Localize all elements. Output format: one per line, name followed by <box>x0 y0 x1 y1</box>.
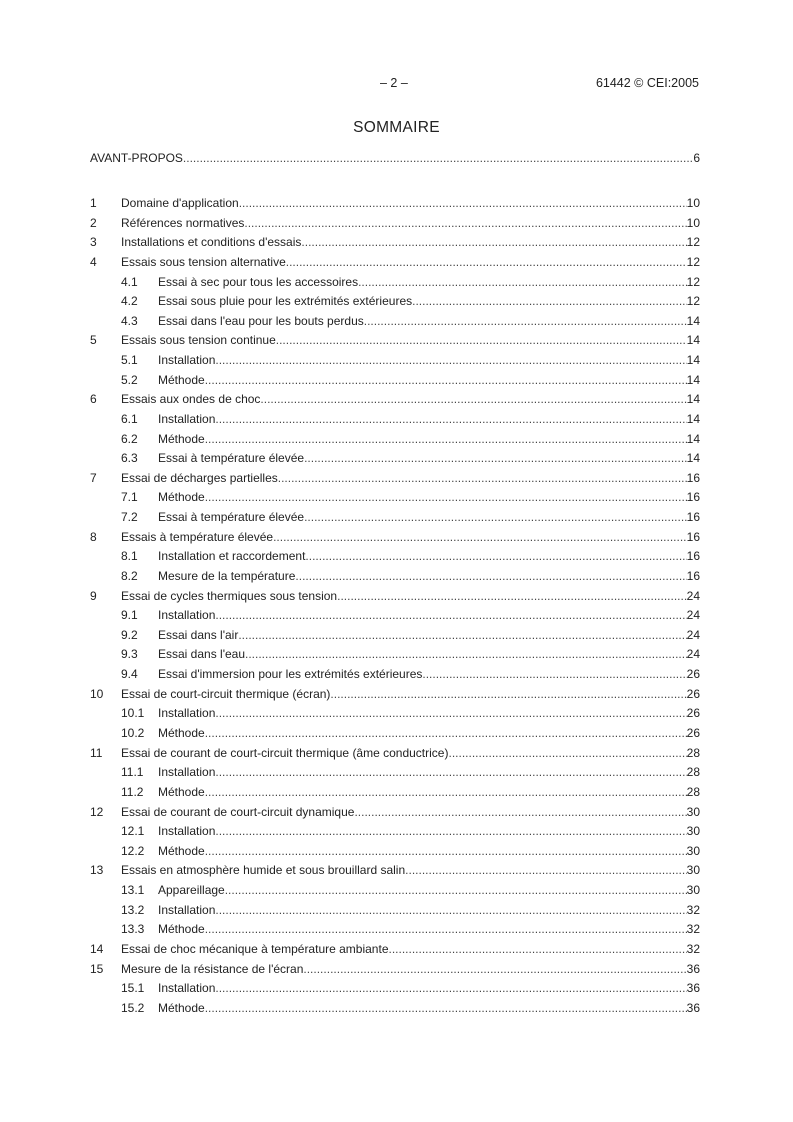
toc-page: 24 <box>686 608 700 623</box>
toc-title: Méthode <box>158 431 205 446</box>
dot-leader <box>364 312 687 330</box>
toc-number: 13 <box>90 863 104 878</box>
toc-entry[interactable] <box>121 430 700 448</box>
toc-page: 32 <box>686 941 700 956</box>
toc-page: 36 <box>686 1000 700 1015</box>
toc-page: 26 <box>686 686 700 701</box>
toc-number: 9.1 <box>121 608 138 623</box>
toc-number: 10 <box>90 686 104 701</box>
toc-title: Essais en atmosphère humide et sous brouillard salin <box>121 863 406 878</box>
toc-title: Méthode <box>158 843 205 858</box>
toc-title: Essai sous pluie pour les extrémités extérieures <box>158 294 413 309</box>
toc-page: 14 <box>686 451 700 466</box>
toc-title: Essai dans l'eau <box>158 647 246 662</box>
toc-number: 7.1 <box>121 490 138 505</box>
toc-entry[interactable] <box>121 881 700 899</box>
dot-leader <box>239 194 687 212</box>
toc-number: 13.1 <box>121 883 145 898</box>
dot-leader <box>245 645 687 663</box>
dot-leader <box>448 744 686 762</box>
dot-leader <box>354 803 686 821</box>
dot-leader <box>244 214 686 232</box>
toc-entry[interactable] <box>90 587 700 605</box>
toc-title: Installation <box>158 902 216 917</box>
toc-number: 9.3 <box>121 647 138 662</box>
toc-page: 6 <box>693 151 700 165</box>
toc-title: Méthode <box>158 922 205 937</box>
dot-leader <box>205 920 687 938</box>
toc-number: 4.3 <box>121 313 138 328</box>
toc-entry[interactable] <box>121 449 700 467</box>
toc-page: 14 <box>686 333 700 348</box>
toc-entry[interactable] <box>121 665 700 683</box>
toc-number: 8 <box>90 529 97 544</box>
toc-entry[interactable] <box>90 390 700 408</box>
toc-page: 14 <box>686 392 700 407</box>
toc-number: 7.2 <box>121 510 138 525</box>
toc-page: 10 <box>686 215 700 230</box>
toc-entry[interactable] <box>90 194 700 212</box>
dot-leader <box>276 331 687 349</box>
dot-leader <box>205 783 687 801</box>
toc-number: 11.1 <box>121 765 144 780</box>
dot-leader <box>205 999 687 1017</box>
toc-page: 16 <box>686 529 700 544</box>
toc-title: Essai de courant de court-circuit thermique (âme conductrice) <box>121 745 449 760</box>
toc-entry[interactable] <box>121 508 700 526</box>
toc-number: 10.1 <box>121 706 145 721</box>
toc-entry[interactable] <box>121 292 700 310</box>
dot-leader <box>286 253 687 271</box>
toc-entry[interactable] <box>121 351 700 369</box>
toc-entry[interactable] <box>121 783 700 801</box>
dot-leader <box>205 430 687 448</box>
toc-number: 1 <box>90 196 97 210</box>
toc-title: AVANT-PROPOS <box>90 151 183 165</box>
dot-leader <box>304 508 687 526</box>
toc-number: 10.2 <box>121 726 145 740</box>
toc-entry[interactable] <box>121 626 700 644</box>
toc-entry[interactable] <box>90 214 700 232</box>
toc-title: Essai de court-circuit thermique (écran) <box>121 686 331 701</box>
toc-title: Essais sous tension continue <box>121 333 276 348</box>
toc-title: Installation <box>158 608 216 623</box>
toc-number: 4.1 <box>121 274 138 289</box>
toc-entry[interactable] <box>121 488 700 506</box>
dot-leader <box>205 488 687 506</box>
toc-title: Méthode <box>158 726 205 740</box>
toc-page: 26 <box>686 706 700 721</box>
toc-page: 36 <box>686 981 700 996</box>
toc-entry[interactable] <box>90 685 700 703</box>
toc-entry[interactable] <box>90 253 700 271</box>
toc-entry[interactable] <box>121 312 700 330</box>
toc-number: 2 <box>90 215 97 230</box>
toc-entry[interactable] <box>90 528 700 546</box>
toc-page: 10 <box>686 196 700 210</box>
toc-title: Essai à sec pour tous les accessoires <box>158 274 359 289</box>
toc-page: 14 <box>686 313 700 328</box>
toc-number: 11 <box>90 745 103 760</box>
page-number: – 2 – <box>380 76 408 90</box>
dot-leader <box>215 410 686 428</box>
toc-page: 14 <box>686 353 700 368</box>
document-reference: 61442 © CEI:2005 <box>595 76 699 90</box>
toc-number: 13.2 <box>121 902 145 917</box>
toc-entry[interactable] <box>121 724 700 742</box>
toc-entry[interactable] <box>90 331 700 349</box>
toc-number: 5.1 <box>121 353 138 368</box>
toc-page: 14 <box>686 411 700 426</box>
dot-leader <box>337 587 687 605</box>
toc-title: Méthode <box>158 372 205 387</box>
dot-leader <box>238 626 686 644</box>
dot-leader <box>358 273 687 291</box>
toc-number: 12.2 <box>121 843 145 858</box>
dot-leader <box>183 149 693 167</box>
toc-title: Essai de décharges partielles <box>121 470 278 485</box>
dot-leader <box>304 449 687 467</box>
toc-number: 6 <box>90 392 97 407</box>
toc-number: 13.3 <box>121 922 145 937</box>
dot-leader <box>215 704 686 722</box>
toc-page: 28 <box>686 745 700 760</box>
toc-page: 16 <box>686 490 700 505</box>
dot-leader <box>205 724 687 742</box>
toc-entry[interactable] <box>121 371 700 389</box>
toc-title: Installation <box>158 353 216 368</box>
toc-page: 30 <box>686 863 700 878</box>
toc-title: Méthode <box>158 490 205 505</box>
toc-page: 24 <box>686 627 700 642</box>
toc-title: Essai dans l'air <box>158 627 239 642</box>
toc-title: Essai dans l'eau pour les bouts perdus <box>158 313 364 328</box>
toc-page: 28 <box>686 784 700 799</box>
toc-number: 15 <box>90 961 104 976</box>
dot-leader <box>215 901 686 919</box>
dot-leader <box>205 842 687 860</box>
toc-number: 8.1 <box>121 549 138 564</box>
toc-entry[interactable] <box>90 744 700 762</box>
toc-page: 16 <box>686 510 700 525</box>
toc-title: Mesure de la température <box>158 568 296 583</box>
dot-leader <box>225 881 687 899</box>
toc-entry[interactable] <box>121 979 700 997</box>
toc-entry[interactable] <box>121 920 700 938</box>
toc-entry[interactable] <box>121 822 700 840</box>
toc-page: 12 <box>686 254 700 269</box>
page-title: SOMMAIRE <box>353 119 440 136</box>
dot-leader <box>305 547 686 565</box>
dot-leader <box>260 390 686 408</box>
dot-leader <box>215 351 686 369</box>
toc-title: Essai de choc mécanique à température ambiante <box>121 941 389 956</box>
toc-number: 15.1 <box>121 981 145 996</box>
toc-title: Références normatives <box>121 215 245 230</box>
toc-number: 3 <box>90 235 97 250</box>
toc-number: 4 <box>90 254 97 269</box>
dot-leader <box>295 567 686 585</box>
toc-page: 26 <box>686 726 700 740</box>
toc-title: Essais sous tension alternative <box>121 254 286 269</box>
dot-leader <box>215 822 686 840</box>
toc-number: 6.2 <box>121 431 138 446</box>
toc-page: 24 <box>686 647 700 662</box>
toc-title: Essai d'immersion pour les extrémités extérieures <box>158 667 423 682</box>
toc-number: 5.2 <box>121 372 138 387</box>
toc-entry[interactable] <box>90 803 700 821</box>
toc-page: 16 <box>686 549 700 564</box>
dot-leader <box>215 606 686 624</box>
toc-page: 30 <box>686 804 700 819</box>
toc-page: 16 <box>686 470 700 485</box>
toc-title: Installation <box>158 706 216 721</box>
toc-entry[interactable] <box>90 960 700 978</box>
toc-page: 12 <box>686 294 700 309</box>
dot-leader <box>215 763 686 781</box>
toc-page: 30 <box>686 843 700 858</box>
toc-title: Essai à température élevée <box>158 510 305 525</box>
toc-title: Essai à température élevée <box>158 451 305 466</box>
toc-entry[interactable] <box>121 999 700 1017</box>
dot-leader <box>205 371 687 389</box>
toc-title: Installations et conditions d'essais <box>121 235 302 250</box>
toc-entry[interactable] <box>121 645 700 663</box>
toc-title: Domaine d'application <box>121 196 239 210</box>
toc-entry[interactable] <box>121 273 700 291</box>
toc-page: 14 <box>686 431 700 446</box>
toc-entry[interactable] <box>121 763 700 781</box>
toc-page: 32 <box>686 902 700 917</box>
toc-page: 30 <box>686 883 700 898</box>
toc-page: 26 <box>686 667 700 682</box>
toc-title: Mesure de la résistance de l'écran <box>121 961 304 976</box>
toc-entry[interactable] <box>90 469 700 487</box>
toc-entry[interactable] <box>121 842 700 860</box>
dot-leader <box>389 940 687 958</box>
toc-title: Appareillage <box>158 883 225 898</box>
toc-title: Essai de cycles thermiques sous tension <box>121 588 338 603</box>
toc-entry[interactable] <box>121 606 700 624</box>
toc-title: Essai de courant de court-circuit dynamique <box>121 804 355 819</box>
toc-entry[interactable] <box>121 547 700 565</box>
toc-title: Installation <box>158 765 216 780</box>
toc-number: 15.2 <box>121 1000 145 1015</box>
toc-number: 12 <box>90 804 104 819</box>
dot-leader <box>412 292 687 310</box>
toc-entry[interactable] <box>90 861 700 879</box>
toc-page: 12 <box>686 274 700 289</box>
toc-title: Installation <box>158 981 216 996</box>
toc-number: 4.2 <box>121 294 138 309</box>
toc-title: Méthode <box>158 784 205 799</box>
toc-title: Essais à température élevée <box>121 529 274 544</box>
toc-number: 6.1 <box>121 411 138 426</box>
toc-title: Installation <box>158 411 216 426</box>
dot-leader <box>215 979 686 997</box>
toc-number: 12.1 <box>121 824 145 839</box>
dot-leader <box>330 685 686 703</box>
toc-page: 12 <box>686 235 700 250</box>
toc-entry[interactable] <box>121 410 700 428</box>
toc-foreword[interactable] <box>90 149 700 167</box>
toc-title: Installation et raccordement <box>158 549 306 564</box>
toc-number: 7 <box>90 470 97 485</box>
toc-number: 5 <box>90 333 97 348</box>
toc-page: 30 <box>686 824 700 839</box>
toc-number: 6.3 <box>121 451 138 466</box>
toc-number: 9 <box>90 588 97 603</box>
toc-entry[interactable] <box>90 233 700 251</box>
dot-leader <box>301 233 686 251</box>
toc-number: 14 <box>90 941 104 956</box>
toc-page: 28 <box>686 765 700 780</box>
toc-page: 32 <box>686 922 700 937</box>
toc-title: Essais aux ondes de choc <box>121 392 261 407</box>
toc-page: 24 <box>686 588 700 603</box>
toc-number: 8.2 <box>121 568 138 583</box>
toc-title: Méthode <box>158 1000 205 1015</box>
toc-title: Installation <box>158 824 216 839</box>
toc-page: 36 <box>686 961 700 976</box>
toc-entry[interactable] <box>121 567 700 585</box>
toc-entry[interactable] <box>121 901 700 919</box>
dot-leader <box>422 665 686 683</box>
toc-number: 9.2 <box>121 627 138 642</box>
dot-leader <box>303 960 686 978</box>
toc-page: 16 <box>686 568 700 583</box>
dot-leader <box>273 528 687 546</box>
toc-entry[interactable] <box>121 704 700 722</box>
toc-page: 14 <box>686 372 700 387</box>
dot-leader <box>405 861 686 879</box>
toc-number: 9.4 <box>121 667 138 682</box>
toc-entry[interactable] <box>90 940 700 958</box>
dot-leader <box>278 469 687 487</box>
toc-number: 11.2 <box>121 784 144 799</box>
